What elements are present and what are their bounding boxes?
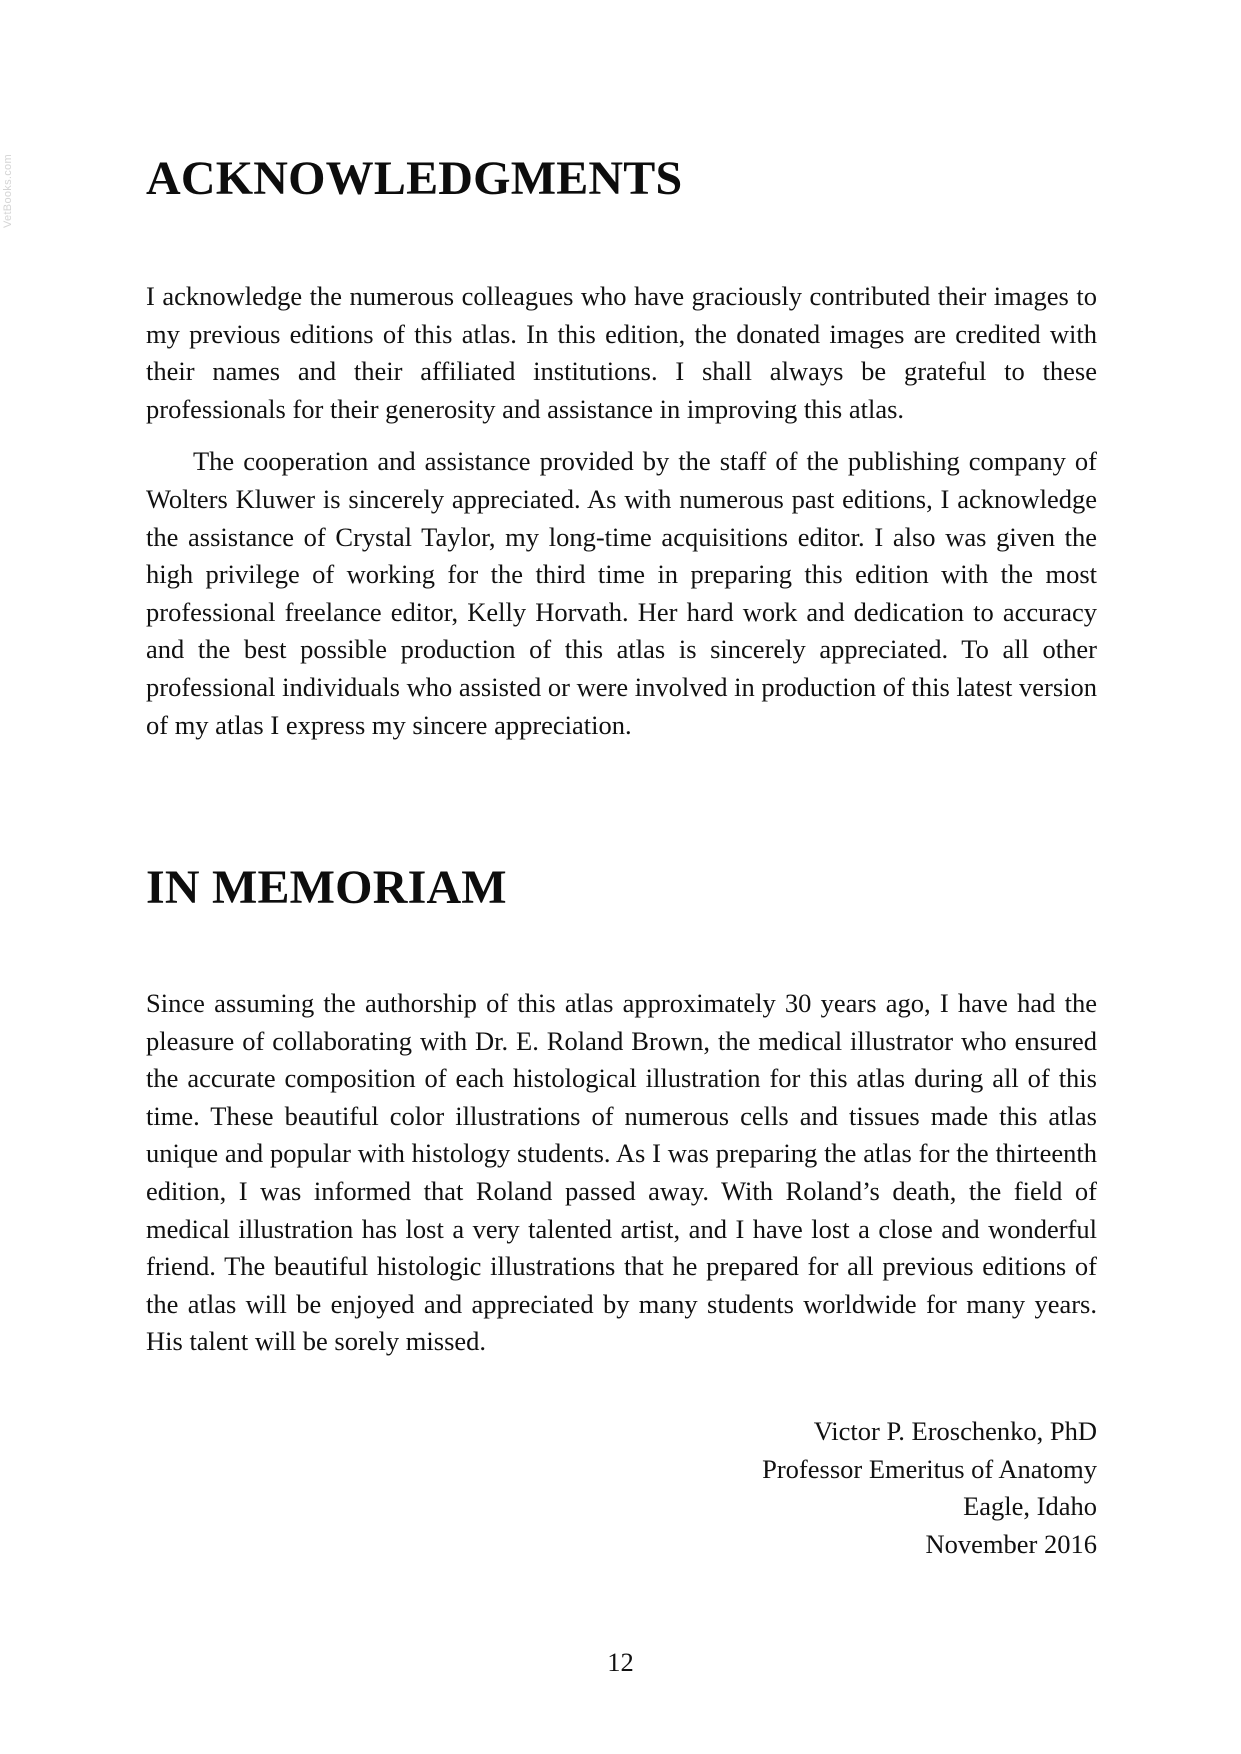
signature-name: Victor P. Eroschenko, PhD [813, 1416, 1097, 1446]
signature-location: Eagle, Idaho [963, 1491, 1097, 1522]
in-memoriam-body [146, 985, 1097, 1361]
watermark: VetBooks.com [2, 154, 14, 228]
in-memoriam-paragraph-1: Since assuming the authorship of this atlas approximately 30 years ago, I have had the pleasure of collaborating with Dr. E. Roland Brown, the medical illustrator who ensured the accurate composition of each histological illustration for this atlas during all of this time. These beautiful color illustrations of numerous cells and tissues made this atlas unique and popular with histology students. As I was preparing the atlas for the thirteenth edition, I was informed that Roland passed away. With Roland’s death, the field of medical illustration has lost a very talented artist, and I have lost a close and wonderful friend. The beautiful histologic illustrations that he prepared for all previous editions of the atlas will be enjoyed and appreciated by many students worldwide for many years. His talent will be sorely missed. [146, 988, 1097, 1357]
acknowledgments-body [146, 278, 1097, 744]
signature-title: Professor Emeritus of Anatomy [762, 1453, 1097, 1484]
in-memoriam-heading: IN MEMORIAM [146, 861, 507, 914]
signature-date: November 2016 [925, 1528, 1097, 1559]
acknowledgments-paragraph-2: The cooperation and assistance provided by the staff of the publishing company of Wolters Kluwer is sincerely appreciated. As with numerous past editions, I acknowledge the assistance of Crystal Taylor, my long-time acquisitions editor. I also was given the high privilege of working for the third time in preparing this edition with the most professional freelance editor, Kelly Horvath. Her hard work and dedication to accuracy and the best possible production of this atlas is sincerely appreciated. To all other professional individuals who assisted or were involved in production of this latest version of my atlas I express my sincere appreciation. [146, 446, 1097, 740]
page-number: 12 [607, 1647, 634, 1677]
signature-block [762, 1413, 1097, 1563]
acknowledgments-paragraph-1: I acknowledge the numerous colleagues who have graciously contributed their images to my previous editions of this atlas. In this edition, the donated images are credited with their names and their affiliated institutions. I shall always be grateful to these professionals for their generosity and assistance in improving this atlas. [146, 281, 1097, 424]
acknowledgments-heading: ACKNOWLEDGMENTS [146, 152, 683, 205]
